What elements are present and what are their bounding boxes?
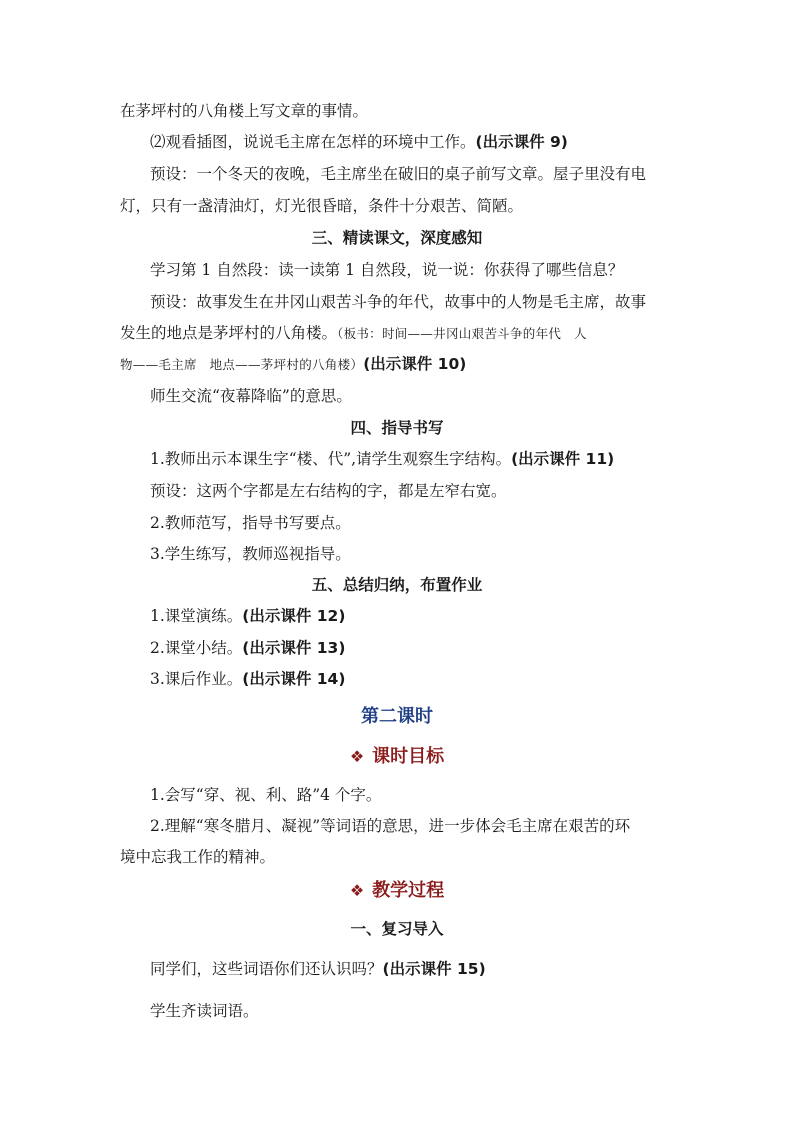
paragraph-line: 灯，只有一盏清油灯，灯光很昏暗，条件十分艰苦、简陋。	[120, 197, 524, 215]
paragraph-line: 2.教师范写，指导书写要点。	[150, 514, 351, 532]
paragraph-line: 在茅坪村的八角楼上写文章的事情。	[120, 102, 369, 120]
paragraph-line: 1.教师出示本课生字“楼、代”,请学生观察生字结构。(出示课件 11)	[150, 450, 615, 468]
courseware-note: (出示课件 13)	[242, 639, 346, 657]
paragraph-line: 师生交流“夜幕降临”的意思。	[150, 387, 352, 405]
section-heading: 一、复习导入	[350, 920, 444, 938]
paragraph-line: 学生齐读词语。	[150, 1002, 259, 1020]
lesson-title: 第二课时	[361, 706, 433, 727]
paragraph-line: 2.课堂小结。(出示课件 13)	[150, 639, 346, 657]
paragraph-line: 预设：故事发生在井冈山艰苦斗争的年代，故事中的人物是毛主席，故事	[150, 293, 647, 311]
paragraph-line: 预设：一个冬天的夜晚，毛主席坐在破旧的桌子前写文章。屋子里没有电	[150, 165, 647, 183]
section-heading: 五、总结归纳，布置作业	[311, 576, 483, 594]
diamond-cross-icon: ❖	[349, 747, 365, 766]
section-heading: 四、指导书写	[350, 419, 444, 437]
paragraph-line: 3.学生练写，教师巡视指导。	[150, 545, 351, 563]
courseware-note: (出示课件 9)	[475, 133, 568, 151]
board-note: 物——毛主席 地点——茅坪村的八角楼）	[120, 357, 364, 372]
paragraph-line: 预设：这两个字都是左右结构的字，都是左窄右宽。	[150, 482, 507, 500]
courseware-note: (出示课件 11)	[511, 450, 615, 468]
paragraph-line: 境中忘我工作的精神。	[120, 848, 276, 866]
paragraph-line: 1.会写“穿、视、利、路”4 个字。	[150, 786, 382, 804]
paragraph-line: 3.课后作业。(出示课件 14)	[150, 670, 346, 688]
section-heading: 三、精读课文，深度感知	[311, 229, 483, 247]
paragraph-line: 2.理解“寒冬腊月、凝视”等词语的意思，进一步体会毛主席在艰苦的环	[150, 817, 631, 835]
courseware-note: (出示课件 12)	[242, 607, 346, 625]
paragraph-line: 同学们，这些词语你们还认识吗？(出示课件 15)	[150, 960, 486, 978]
goal-heading: ❖ 课时目标	[349, 746, 445, 767]
paragraph-line: ⑵观看插图，说说毛主席在怎样的环境中工作。(出示课件 9)	[150, 133, 568, 151]
paragraph-line	[0, 353, 794, 376]
diamond-cross-icon: ❖	[349, 881, 365, 900]
paragraph-line: 1.课堂演练。(出示课件 12)	[150, 607, 346, 625]
process-heading: ❖ 教学过程	[349, 880, 445, 901]
board-note: （板书：时间——井冈山艰苦斗争的年代 人	[337, 326, 587, 341]
paragraph-line: 发生的地点是茅坪村的八角楼。（板书：时间——井冈山艰苦斗争的年代 人	[120, 324, 587, 342]
paragraph-line: 学习第 1 自然段：读一读第 1 自然段，说一说：你获得了哪些信息？	[150, 261, 624, 279]
courseware-note: (出示课件 14)	[242, 670, 346, 688]
courseware-note: (出示课件 15)	[382, 960, 486, 978]
courseware-note: (出示课件 10)	[363, 355, 467, 373]
